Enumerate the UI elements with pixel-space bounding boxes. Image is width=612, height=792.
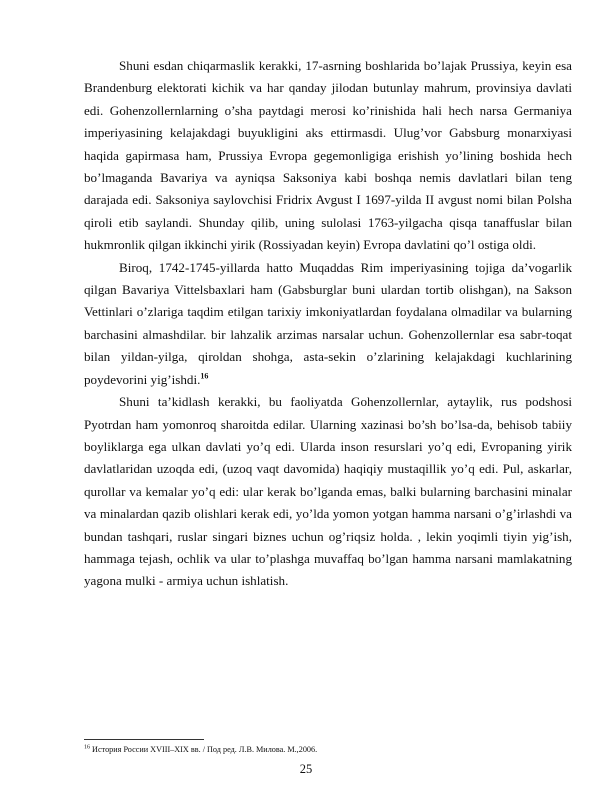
footnote-number: 16 (84, 744, 90, 751)
footnote-text: История России XVIII–XIX вв. / Под ред. Л.В. Милова. М.,2006. (90, 745, 318, 754)
paragraph-1 (84, 55, 572, 257)
footnote-divider (84, 739, 204, 740)
page-number: 25 (299, 762, 313, 776)
paragraph-2-text: Biroq, 1742-1745-yillarda hatto Muqaddas Rim imperiyasining tojiga da’vogarlik qilgan Bavariya Vittelsbaxlari ham (Gabsburglar buni ulardan tortib olishgan), na Sakson Vettinlari o’zlariga taqdim etilgan tarixiy imkoniyatlardan foydalana olmadilar va bularning barchasini almashdilar. bir lahzalik arzimas narsalar uchun. Gohenzollernlar esa sabr-toqat bilan yildan-yilga, qiroldan shohga, asta-sekin o’zlarining kelajakdagi kuchlarining poydevorini yig’ishdi. (84, 259, 572, 387)
paragraph-3-text: Shuni ta’kidlash kerakki, bu faoliyatda Gohenzollernlar, aytaylik, rus podshosi Pyotrdan ham yomonroq sharoitda edilar. Ularning xazinasi bo’sh bo’lsa-da, behisob tabiiy boyliklarga ega ulkan davlati yo’q edi. Ularda inson resurslari yo’q edi, Evropaning yirik davlatlaridan uzoqda edi, (uzoq vaqt davomida) haqiqiy mustaqillik yo’q edi. Pul, askarlar, qurollar va kemalar yo’q edi: ular kerak bo’lganda emas, balki bularning barchasini minalar va minalardan qazib olishlari kerak edi, yo’lda yomon yotgan hamma narsani o’g’irlashdi va bundan tashqari, ruslar singari biznes uchun og’riqsiz holda. , lekin yoqimli tiyin yig’ish, hammaga tejash, ochlik va ular to’plashga muvaffaq bo’lgan hamma narsani mamlakatning yagona mulki - armiya uchun ishlatish. (84, 394, 572, 589)
paragraph-1-text: Shuni esdan chiqarmaslik kerakki, 17-asrning boshlarida bo’lajak Prussiya, keyin esa Brandenburg elektorati kichik va har qanday jilodan butunlay mahrum, provinsiya davlati edi. Gohenzollernlarning o’sha paytdagi merosi ko’rinishida hali hech narsa Germaniya imperiyasining kelajakdagi buyukligini aks ettirmasdi. Ulug’vor Gabsburg monarxiyasi haqida gapirmasa ham, Prussiya Evropa gegemonligiga erishish yo’lining boshida hech bo’lmaganda Bavariya va ayniqsa Saksoniya kabi boshqa nemis davlatlari bilan teng darajada edi. Saksoniya saylovchisi Fridrix Avgust I 1697-yilda II avgust nomi bilan Polsha qiroli etib saylandi. Shunday qilib, uning sulolasi 1763-yilgacha qisqa tanaffuslar bilan hukmronlik qilgan ikkinchi yirik (Rossiyadan keyin) Evropa davlatini qo’l ostiga oldi. (84, 58, 572, 253)
paragraph-2 (84, 257, 572, 391)
paragraph-3 (84, 391, 572, 593)
footnote-reference[interactable]: 16 (200, 371, 209, 381)
footnote (84, 745, 317, 755)
document-body (84, 55, 572, 593)
